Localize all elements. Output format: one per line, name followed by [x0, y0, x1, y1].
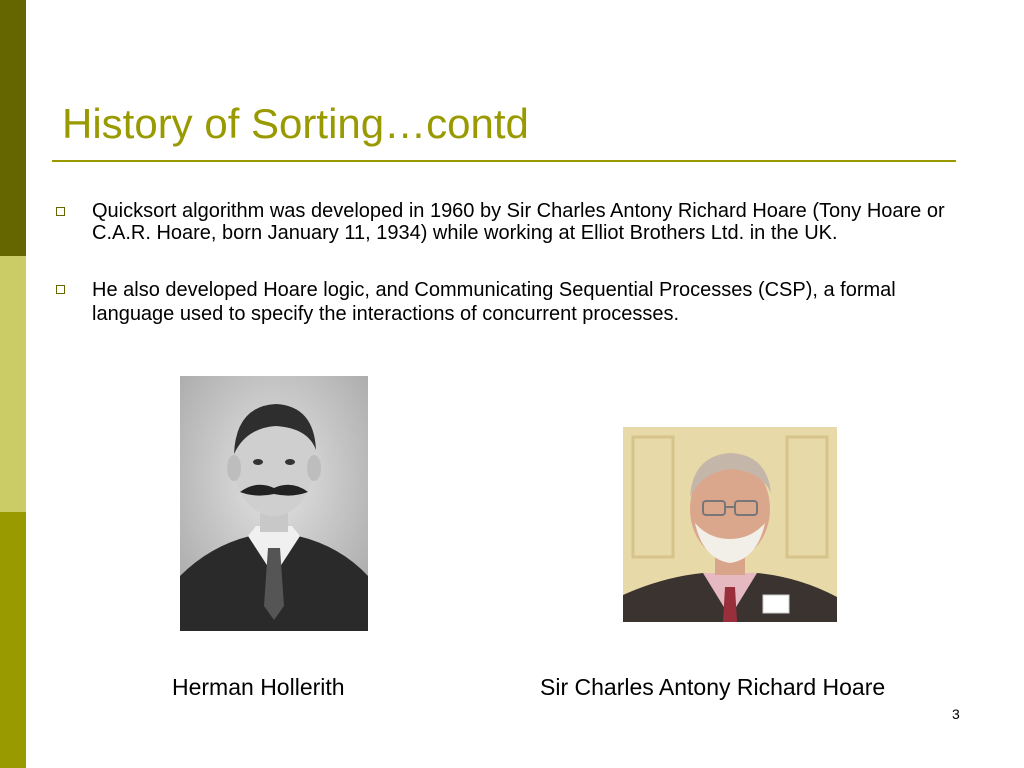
- side-bar-bottom: [0, 512, 26, 768]
- side-bar-top: [0, 0, 26, 256]
- slide-number: 3: [952, 706, 960, 722]
- hollerith-portrait-image: [180, 376, 368, 631]
- hollerith-portrait: [180, 376, 368, 631]
- square-bullet-icon: [56, 207, 65, 216]
- bullet-item: [56, 200, 956, 244]
- side-bar-middle: [0, 256, 26, 512]
- square-bullet-icon: [56, 285, 65, 294]
- caption-hollerith: Herman Hollerith: [172, 674, 345, 700]
- bullet-text: Quicksort algorithm was developed in 1960 by Sir Charles Antony Richard Hoare (Tony Hoare or C.A.R. Hoare, born January 11, 1934) while working at Elliot Brothers Ltd. in the UK.: [92, 200, 945, 244]
- bullet-list: [56, 200, 956, 326]
- hoare-portrait-image: [623, 427, 837, 622]
- hoare-portrait: [623, 427, 837, 622]
- bullet-text: He also developed Hoare logic, and Communicating Sequential Processes (CSP), a formal language used to specify the interactions of concurrent processes.: [92, 279, 896, 325]
- slide-title: History of Sorting…contd: [62, 100, 529, 147]
- caption-hoare: Sir Charles Antony Richard Hoare: [540, 674, 886, 700]
- title-divider: [52, 160, 956, 162]
- bullet-item: [56, 278, 956, 326]
